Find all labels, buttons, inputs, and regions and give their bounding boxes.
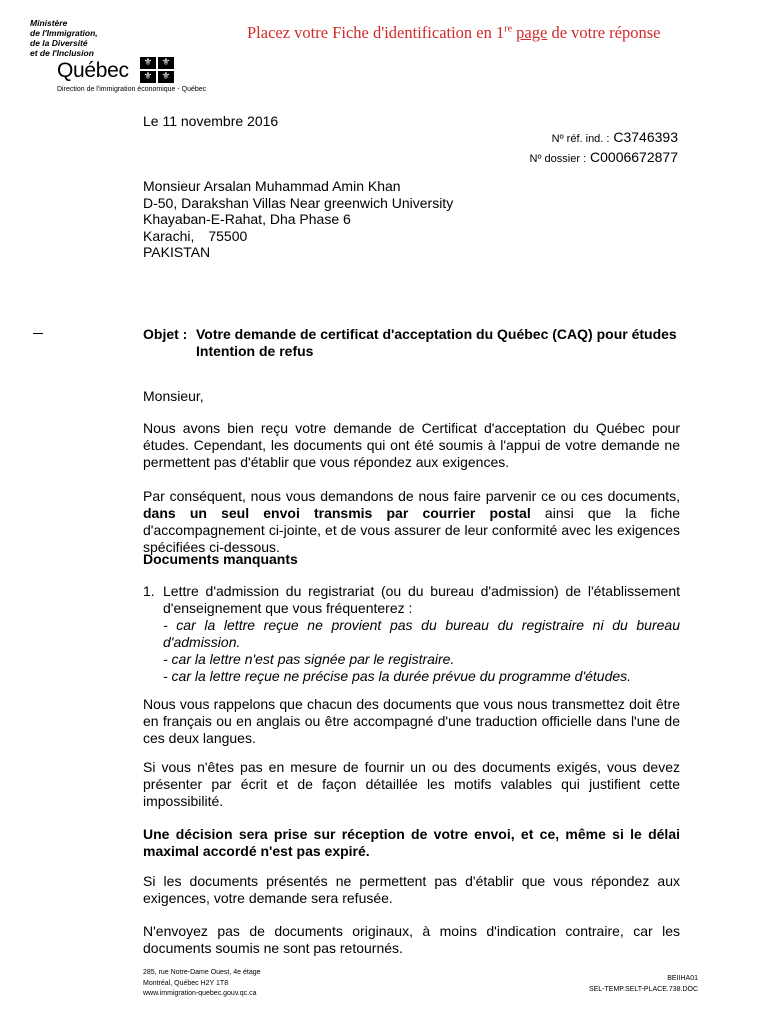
paragraph-5: Une décision sera prise sur réception de votre envoi, et ce, même si le délai maximal accordé n'est pas expiré. bbox=[143, 826, 680, 859]
subject-block bbox=[143, 326, 677, 360]
footer-line: 285, rue Notre-Dame Ouest, 4e étage bbox=[143, 969, 261, 976]
subject-line1: Votre demande de certificat d'acceptation du Québec (CAQ) pour études bbox=[196, 326, 677, 342]
paragraph-3: Nous vous rappelons que chacun des documents que vous nous transmettez doit être en français ou en anglais ou être accompagné d'une traduction officielle dans l'une de ces deux langues. bbox=[143, 696, 680, 746]
address-country: PAKISTAN bbox=[143, 244, 211, 260]
item-text: Lettre d'admission du registrariat (ou du bureau d'admission) de l'établissement d'enseignement que vous fréquenterez : bbox=[163, 583, 680, 616]
ministry-name bbox=[30, 18, 150, 58]
item-reason: - car la lettre reçue ne précise pas la durée prévue du programme d'études. bbox=[163, 668, 632, 684]
ministry-line: et de l'Inclusion bbox=[30, 48, 94, 58]
ministry-line: de la Diversité bbox=[30, 38, 88, 48]
ministry-line: Ministère bbox=[30, 18, 68, 28]
paragraph-2-b: ainsi que la fiche d'accompagnement ci-jointe, et de vous assurer de leur conformité avec les exigences spécifiées ci-dessous. bbox=[143, 505, 681, 555]
footer-code: BEIIHA01 bbox=[667, 975, 698, 982]
paragraph-2 bbox=[143, 488, 680, 556]
ref-label: Nº réf. ind. : bbox=[551, 133, 610, 145]
address-postal: 75500 bbox=[208, 227, 248, 244]
paragraph-2-bold: dans un seul envoi transmis par courrier postal bbox=[143, 505, 531, 521]
item-reason: - car la lettre reçue ne provient pas du bureau du registraire ni du bureau d'admission. bbox=[163, 617, 680, 650]
ref-value: C3746393 bbox=[613, 129, 678, 145]
item-reason: - car la lettre n'est pas signée par le registraire. bbox=[163, 651, 455, 667]
reference-block bbox=[530, 128, 678, 168]
missing-document-item bbox=[143, 583, 680, 685]
footer-address bbox=[143, 968, 261, 1000]
footer-codes bbox=[589, 974, 698, 995]
footer-website: www.immigration-quebec.gouv.qc.ca bbox=[143, 990, 257, 997]
quebec-logo-text: Québec bbox=[57, 59, 129, 82]
subject-line2: Intention de refus bbox=[196, 343, 314, 359]
paragraph-1: Nous avons bien reçu votre demande de Certificat d'acceptation du Québec pour études. Cependant, les documents qui ont été soumis à l'appui de votre demande ne permettent pas d'établir que vous répondez aux exigences. bbox=[143, 420, 680, 470]
footer-line: Montréal, Québec H2Y 1T8 bbox=[143, 979, 229, 987]
address-line1: D-50, Darakshan Villas Near greenwich University bbox=[143, 194, 454, 211]
fold-mark bbox=[33, 333, 43, 334]
ministry-line: de l'Immigration, bbox=[30, 28, 98, 38]
paragraph-6: Si les documents présentés ne permettent pas d'établir que vous répondez aux exigences, votre demande sera refusée. bbox=[143, 873, 680, 906]
banner-suffix: de votre réponse bbox=[551, 23, 661, 42]
letter-date: Le 11 novembre 2016 bbox=[143, 113, 279, 129]
dossier-value: C0006672877 bbox=[590, 149, 678, 165]
direction-label: Direction de l'immigration économique - Québec bbox=[57, 86, 207, 93]
banner-sup: re bbox=[504, 23, 513, 35]
paragraph-2-a: Par conséquent, nous vous demandons de nous faire parvenir ce ou ces documents, bbox=[143, 488, 680, 504]
quebec-flag-icon bbox=[140, 57, 174, 83]
recipient-address bbox=[143, 178, 453, 261]
subject-label: Objet : bbox=[143, 326, 188, 342]
section-title: Documents manquants bbox=[143, 551, 298, 567]
dossier-label: Nº dossier : bbox=[529, 153, 587, 165]
address-line2: Khayaban-E-Rahat, Dha Phase 6 bbox=[143, 211, 351, 227]
salutation: Monsieur, bbox=[143, 388, 204, 404]
fleur-de-lis-icon: ⚜ bbox=[158, 57, 174, 69]
paragraph-7: N'envoyez pas de documents originaux, à moins d'indication contraire, car les documents soumis ne sont pas retournés. bbox=[143, 923, 680, 956]
fleur-de-lis-icon: ⚜ bbox=[158, 71, 174, 83]
instruction-banner bbox=[247, 23, 661, 43]
recipient-name: Monsieur Arsalan Muhammad Amin Khan bbox=[143, 178, 401, 194]
banner-prefix: Placez votre Fiche d'identification en 1 bbox=[247, 23, 505, 42]
paragraph-4: Si vous n'êtes pas en mesure de fournir un ou des documents exigés, vous devez présenter par écrit et de façon détaillée les motifs valables qui justifient cette impossibilité. bbox=[143, 759, 680, 809]
fleur-de-lis-icon: ⚜ bbox=[140, 57, 156, 69]
item-number: 1. bbox=[143, 583, 155, 599]
fleur-de-lis-icon: ⚜ bbox=[140, 71, 156, 83]
address-city: Karachi, bbox=[143, 227, 195, 244]
banner-page: page bbox=[516, 23, 548, 42]
footer-code: SEL-TEMP.SELT-PLACE.738.DOC bbox=[588, 985, 698, 993]
